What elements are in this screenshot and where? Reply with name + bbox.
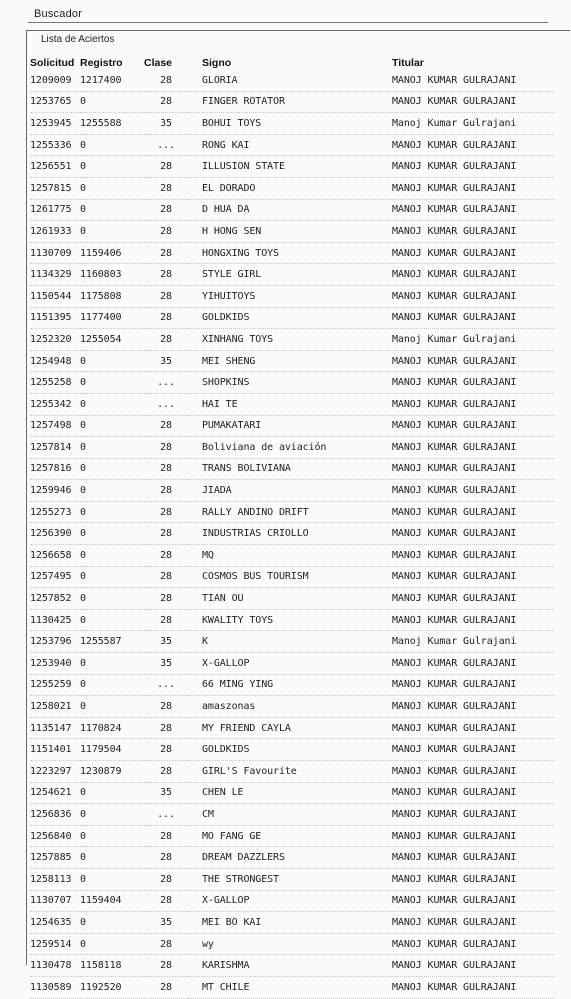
clase-cell: ...: [144, 674, 188, 696]
clase-cell: 28: [144, 825, 188, 847]
registro-cell: 0: [80, 458, 144, 480]
registro-cell: 1230879: [80, 761, 144, 783]
titular-cell: MANOJ KUMAR GULRAJANI: [392, 393, 555, 415]
solicitud-cell: 1257852: [30, 588, 80, 610]
solicitud-cell: 1130425: [30, 609, 80, 631]
clase-cell: 35: [144, 653, 188, 675]
clase-cell: 28: [144, 156, 188, 178]
clase-cell: 28: [144, 523, 188, 545]
signo-cell: Boliviana de aviación: [188, 437, 392, 459]
signo-cell: amaszonas: [188, 696, 392, 718]
table-row[interactable]: [30, 566, 555, 588]
registro-cell: 0: [80, 415, 144, 437]
results-table: [30, 56, 555, 999]
solicitud-cell: 1135147: [30, 717, 80, 739]
registro-cell: 0: [80, 782, 144, 804]
table-body: [30, 70, 555, 998]
solicitud-cell: 1256551: [30, 156, 80, 178]
signo-cell: DREAM DAZZLERS: [188, 847, 392, 869]
registro-cell: 0: [80, 480, 144, 502]
signo-cell: 66 MING YING: [188, 674, 392, 696]
signo-cell: H HONG SEN: [188, 221, 392, 243]
table-row[interactable]: [30, 177, 555, 199]
clase-cell: 28: [144, 91, 188, 113]
table-row[interactable]: [30, 415, 555, 437]
window-title: Buscador: [34, 8, 83, 20]
table-row[interactable]: [30, 696, 555, 718]
titular-cell: MANOJ KUMAR GULRAJANI: [392, 868, 555, 890]
signo-cell: MY FRIEND CAYLA: [188, 717, 392, 739]
titular-cell: MANOJ KUMAR GULRAJANI: [392, 523, 555, 545]
registro-cell: 0: [80, 566, 144, 588]
clase-cell: 35: [144, 912, 188, 934]
table-header-row: [30, 56, 555, 70]
header-clase[interactable]: Clase: [144, 57, 173, 69]
clase-cell: 28: [144, 415, 188, 437]
signo-cell: EL DORADO: [188, 177, 392, 199]
header-solicitud[interactable]: Solicitud: [30, 57, 75, 69]
table-row[interactable]: [30, 976, 555, 998]
signo-cell: BOHUI TOYS: [188, 113, 392, 135]
signo-cell: STYLE GIRL: [188, 264, 392, 286]
titular-cell: MANOJ KUMAR GULRAJANI: [392, 70, 555, 91]
clase-cell: 28: [144, 307, 188, 329]
registro-cell: 0: [80, 912, 144, 934]
table-row[interactable]: [30, 717, 555, 739]
clase-cell: 28: [144, 933, 188, 955]
table-row[interactable]: [30, 890, 555, 912]
solicitud-cell: 1255258: [30, 372, 80, 394]
registro-cell: 1255054: [80, 329, 144, 351]
solicitud-cell: 1255259: [30, 674, 80, 696]
titular-cell: MANOJ KUMAR GULRAJANI: [392, 437, 555, 459]
signo-cell: CHEN LE: [188, 782, 392, 804]
signo-cell: KWALITY TOYS: [188, 609, 392, 631]
signo-cell: FINGER ROTATOR: [188, 91, 392, 113]
clase-cell: 28: [144, 199, 188, 221]
signo-cell: RALLY ANDINO DRIFT: [188, 501, 392, 523]
registro-cell: 0: [80, 177, 144, 199]
registro-cell: 0: [80, 804, 144, 826]
signo-cell: GOLDKIDS: [188, 739, 392, 761]
titular-cell: MANOJ KUMAR GULRAJANI: [392, 653, 555, 675]
solicitud-cell: 1252320: [30, 329, 80, 351]
registro-cell: 0: [80, 350, 144, 372]
solicitud-cell: 1253945: [30, 113, 80, 135]
signo-cell: GOLDKIDS: [188, 307, 392, 329]
titular-cell: MANOJ KUMAR GULRAJANI: [392, 717, 555, 739]
titular-cell: MANOJ KUMAR GULRAJANI: [392, 458, 555, 480]
registro-cell: 0: [80, 653, 144, 675]
table-row[interactable]: [30, 782, 555, 804]
titular-cell: MANOJ KUMAR GULRAJANI: [392, 199, 555, 221]
registro-cell: 0: [80, 91, 144, 113]
signo-cell: XINHANG TOYS: [188, 329, 392, 351]
table-row[interactable]: [30, 437, 555, 459]
table-row[interactable]: [30, 134, 555, 156]
signo-cell: K: [188, 631, 392, 653]
header-signo[interactable]: Signo: [202, 57, 232, 69]
titular-cell: MANOJ KUMAR GULRAJANI: [392, 545, 555, 567]
table-row[interactable]: [30, 912, 555, 934]
clase-cell: 28: [144, 480, 188, 502]
signo-cell: PUMAKATARI: [188, 415, 392, 437]
solicitud-cell: 1257885: [30, 847, 80, 869]
registro-cell: 0: [80, 868, 144, 890]
registro-cell: 1255587: [80, 631, 144, 653]
titular-cell: MANOJ KUMAR GULRAJANI: [392, 566, 555, 588]
table-row[interactable]: [30, 739, 555, 761]
table-row[interactable]: [30, 868, 555, 890]
titular-cell: Manoj Kumar Gulrajani: [392, 631, 555, 653]
solicitud-cell: 1259946: [30, 480, 80, 502]
registro-cell: 0: [80, 199, 144, 221]
registro-cell: 0: [80, 372, 144, 394]
titular-cell: MANOJ KUMAR GULRAJANI: [392, 415, 555, 437]
signo-cell: MEI SHENG: [188, 350, 392, 372]
signo-cell: MEI BO KAI: [188, 912, 392, 934]
registro-cell: 0: [80, 847, 144, 869]
table-row[interactable]: [30, 501, 555, 523]
registro-cell: 0: [80, 933, 144, 955]
table-row[interactable]: [30, 199, 555, 221]
table-row[interactable]: [30, 329, 555, 351]
table-row[interactable]: [30, 653, 555, 675]
solicitud-cell: 1253796: [30, 631, 80, 653]
solicitud-cell: 1255342: [30, 393, 80, 415]
signo-cell: D HUA DA: [188, 199, 392, 221]
table-row[interactable]: [30, 804, 555, 826]
solicitud-cell: 1130707: [30, 890, 80, 912]
clase-cell: 28: [144, 566, 188, 588]
signo-cell: RONG KAI: [188, 134, 392, 156]
solicitud-cell: 1130709: [30, 242, 80, 264]
titular-cell: MANOJ KUMAR GULRAJANI: [392, 912, 555, 934]
registro-cell: 0: [80, 437, 144, 459]
solicitud-cell: 1151401: [30, 739, 80, 761]
title-divider: [28, 22, 548, 23]
table-row[interactable]: [30, 393, 555, 415]
registro-cell: 0: [80, 674, 144, 696]
signo-cell: MQ: [188, 545, 392, 567]
solicitud-cell: 1261933: [30, 221, 80, 243]
clase-cell: 28: [144, 70, 188, 91]
titular-cell: MANOJ KUMAR GULRAJANI: [392, 134, 555, 156]
titular-cell: MANOJ KUMAR GULRAJANI: [392, 285, 555, 307]
solicitud-cell: 1254948: [30, 350, 80, 372]
table-row[interactable]: [30, 674, 555, 696]
registro-cell: 0: [80, 523, 144, 545]
clase-cell: ...: [144, 372, 188, 394]
clase-cell: 28: [144, 545, 188, 567]
table-row[interactable]: [30, 70, 555, 91]
solicitud-cell: 1256836: [30, 804, 80, 826]
registro-cell: 1179504: [80, 739, 144, 761]
table-row[interactable]: [30, 458, 555, 480]
clase-cell: 28: [144, 285, 188, 307]
clase-cell: 28: [144, 609, 188, 631]
solicitud-cell: 1151395: [30, 307, 80, 329]
titular-cell: MANOJ KUMAR GULRAJANI: [392, 739, 555, 761]
solicitud-cell: 1259514: [30, 933, 80, 955]
solicitud-cell: 1130478: [30, 955, 80, 977]
registro-cell: 1158118: [80, 955, 144, 977]
clase-cell: 28: [144, 329, 188, 351]
registro-cell: 0: [80, 156, 144, 178]
registro-cell: 0: [80, 134, 144, 156]
solicitud-cell: 1134329: [30, 264, 80, 286]
titular-cell: MANOJ KUMAR GULRAJANI: [392, 480, 555, 502]
clase-cell: 28: [144, 868, 188, 890]
registro-cell: 1192520: [80, 976, 144, 998]
registro-cell: 1170824: [80, 717, 144, 739]
titular-cell: MANOJ KUMAR GULRAJANI: [392, 825, 555, 847]
titular-cell: MANOJ KUMAR GULRAJANI: [392, 782, 555, 804]
registro-cell: 0: [80, 393, 144, 415]
table-row[interactable]: [30, 631, 555, 653]
solicitud-cell: 1257814: [30, 437, 80, 459]
table-row[interactable]: [30, 609, 555, 631]
table-row[interactable]: [30, 307, 555, 329]
registro-cell: 1159406: [80, 242, 144, 264]
clase-cell: 28: [144, 458, 188, 480]
table-row[interactable]: [30, 242, 555, 264]
clase-cell: 35: [144, 631, 188, 653]
registro-cell: 0: [80, 825, 144, 847]
solicitud-cell: 1257816: [30, 458, 80, 480]
clase-cell: ...: [144, 804, 188, 826]
signo-cell: THE STRONGEST: [188, 868, 392, 890]
signo-cell: INDUSTRIAS CRIOLLO: [188, 523, 392, 545]
solicitud-cell: 1223297: [30, 761, 80, 783]
table-row[interactable]: [30, 933, 555, 955]
solicitud-cell: 1256840: [30, 825, 80, 847]
header-registro[interactable]: Registro: [80, 57, 123, 69]
solicitud-cell: 1258021: [30, 696, 80, 718]
solicitud-cell: 1257815: [30, 177, 80, 199]
signo-cell: wy: [188, 933, 392, 955]
table-row[interactable]: [30, 350, 555, 372]
clase-cell: ...: [144, 134, 188, 156]
table-row[interactable]: [30, 523, 555, 545]
table-row[interactable]: [30, 156, 555, 178]
registro-cell: 1160803: [80, 264, 144, 286]
titular-cell: Manoj Kumar Gulrajani: [392, 113, 555, 135]
clase-cell: 28: [144, 242, 188, 264]
table-row[interactable]: [30, 221, 555, 243]
table-row[interactable]: [30, 113, 555, 135]
titular-cell: MANOJ KUMAR GULRAJANI: [392, 372, 555, 394]
clase-cell: 28: [144, 761, 188, 783]
registro-cell: 1175808: [80, 285, 144, 307]
registro-cell: 1177400: [80, 307, 144, 329]
titular-cell: MANOJ KUMAR GULRAJANI: [392, 933, 555, 955]
titular-cell: MANOJ KUMAR GULRAJANI: [392, 761, 555, 783]
clase-cell: 28: [144, 264, 188, 286]
solicitud-cell: 1257498: [30, 415, 80, 437]
signo-cell: GIRL'S Favourite: [188, 761, 392, 783]
solicitud-cell: 1130589: [30, 976, 80, 998]
clase-cell: 35: [144, 113, 188, 135]
signo-cell: TIAN OU: [188, 588, 392, 610]
registro-cell: 0: [80, 221, 144, 243]
solicitud-cell: 1255336: [30, 134, 80, 156]
titular-cell: Manoj Kumar Gulrajani: [392, 329, 555, 351]
titular-cell: MANOJ KUMAR GULRAJANI: [392, 588, 555, 610]
solicitud-cell: 1256390: [30, 523, 80, 545]
titular-cell: MANOJ KUMAR GULRAJANI: [392, 955, 555, 977]
table-row[interactable]: [30, 480, 555, 502]
registro-cell: 0: [80, 609, 144, 631]
table-row[interactable]: [30, 588, 555, 610]
registro-cell: 0: [80, 588, 144, 610]
registro-cell: 1217400: [80, 70, 144, 91]
titular-cell: MANOJ KUMAR GULRAJANI: [392, 890, 555, 912]
solicitud-cell: 1255273: [30, 501, 80, 523]
solicitud-cell: 1257495: [30, 566, 80, 588]
clase-cell: 28: [144, 955, 188, 977]
signo-cell: GLORIA: [188, 70, 392, 91]
clase-cell: 28: [144, 890, 188, 912]
clase-cell: 28: [144, 976, 188, 998]
solicitud-cell: 1261775: [30, 199, 80, 221]
solicitud-cell: 1254635: [30, 912, 80, 934]
clase-cell: 28: [144, 177, 188, 199]
signo-cell: CM: [188, 804, 392, 826]
registro-cell: 0: [80, 501, 144, 523]
signo-cell: X-GALLOP: [188, 653, 392, 675]
signo-cell: HAI TE: [188, 393, 392, 415]
titular-cell: MANOJ KUMAR GULRAJANI: [392, 242, 555, 264]
clase-cell: 28: [144, 739, 188, 761]
titular-cell: MANOJ KUMAR GULRAJANI: [392, 307, 555, 329]
titular-cell: MANOJ KUMAR GULRAJANI: [392, 609, 555, 631]
signo-cell: MT CHILE: [188, 976, 392, 998]
registro-cell: 0: [80, 696, 144, 718]
solicitud-cell: 1256658: [30, 545, 80, 567]
table-row[interactable]: [30, 264, 555, 286]
clase-cell: 28: [144, 588, 188, 610]
table-row[interactable]: [30, 955, 555, 977]
clase-cell: 28: [144, 501, 188, 523]
solicitud-cell: 1254621: [30, 782, 80, 804]
signo-cell: X-GALLOP: [188, 890, 392, 912]
titular-cell: MANOJ KUMAR GULRAJANI: [392, 674, 555, 696]
table-row[interactable]: [30, 285, 555, 307]
signo-cell: JIADA: [188, 480, 392, 502]
signo-cell: HONGXING TOYS: [188, 242, 392, 264]
panel-title: Lista de Aciertos: [38, 34, 117, 45]
clase-cell: 28: [144, 221, 188, 243]
registro-cell: 0: [80, 545, 144, 567]
table-row[interactable]: [30, 761, 555, 783]
solicitud-cell: 1150544: [30, 285, 80, 307]
clase-cell: 35: [144, 350, 188, 372]
signo-cell: TRANS BOLIVIANA: [188, 458, 392, 480]
clase-cell: 28: [144, 696, 188, 718]
clase-cell: 28: [144, 717, 188, 739]
table-row[interactable]: [30, 91, 555, 113]
signo-cell: ILLUSION STATE: [188, 156, 392, 178]
clase-cell: 28: [144, 847, 188, 869]
signo-cell: KARISHMA: [188, 955, 392, 977]
signo-cell: YIHUITOYS: [188, 285, 392, 307]
signo-cell: COSMOS BUS TOURISM: [188, 566, 392, 588]
titular-cell: MANOJ KUMAR GULRAJANI: [392, 156, 555, 178]
titular-cell: MANOJ KUMAR GULRAJANI: [392, 221, 555, 243]
signo-cell: SHOPKINS: [188, 372, 392, 394]
titular-cell: MANOJ KUMAR GULRAJANI: [392, 976, 555, 998]
solicitud-cell: 1209009: [30, 70, 80, 91]
solicitud-cell: 1253940: [30, 653, 80, 675]
signo-cell: MO FANG GE: [188, 825, 392, 847]
header-titular[interactable]: Titular: [392, 57, 424, 69]
clase-cell: 35: [144, 782, 188, 804]
titular-cell: MANOJ KUMAR GULRAJANI: [392, 847, 555, 869]
titular-cell: MANOJ KUMAR GULRAJANI: [392, 264, 555, 286]
titular-cell: MANOJ KUMAR GULRAJANI: [392, 177, 555, 199]
clase-cell: 28: [144, 437, 188, 459]
registro-cell: 1159404: [80, 890, 144, 912]
registro-cell: 1255588: [80, 113, 144, 135]
titular-cell: MANOJ KUMAR GULRAJANI: [392, 91, 555, 113]
solicitud-cell: 1253765: [30, 91, 80, 113]
solicitud-cell: 1258113: [30, 868, 80, 890]
titular-cell: MANOJ KUMAR GULRAJANI: [392, 350, 555, 372]
titular-cell: MANOJ KUMAR GULRAJANI: [392, 501, 555, 523]
table-row[interactable]: [30, 847, 555, 869]
table-row[interactable]: [30, 545, 555, 567]
titular-cell: MANOJ KUMAR GULRAJANI: [392, 696, 555, 718]
titular-cell: MANOJ KUMAR GULRAJANI: [392, 804, 555, 826]
table-row[interactable]: [30, 372, 555, 394]
clase-cell: ...: [144, 393, 188, 415]
table-row[interactable]: [30, 825, 555, 847]
